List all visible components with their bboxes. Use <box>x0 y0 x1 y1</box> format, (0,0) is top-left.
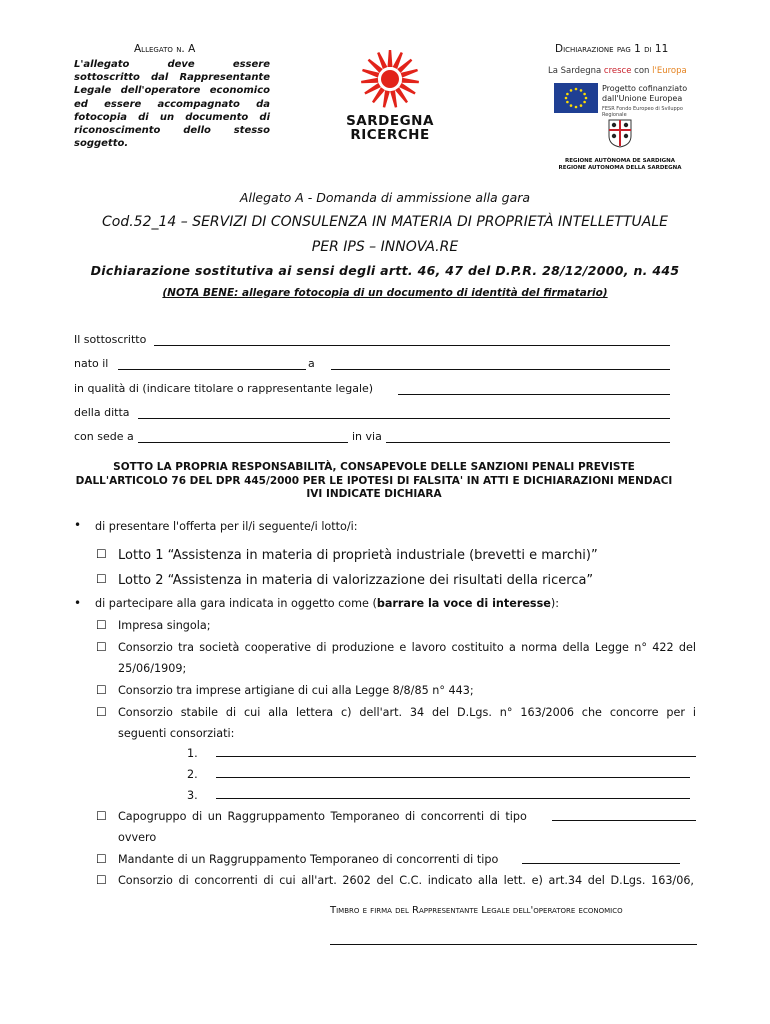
sun-logo-icon <box>340 48 440 110</box>
checkbox-consorzio-cooperative[interactable]: ☐ <box>96 640 107 654</box>
sede-row <box>74 430 674 446</box>
mandante-tipo-field[interactable] <box>522 851 680 864</box>
checkbox-consorzio-concorrenti[interactable]: ☐ <box>96 873 107 887</box>
checkbox-consorzio-artigiane[interactable]: ☐ <box>96 683 107 697</box>
sottoscritto-label: Il sottoscritto <box>74 333 147 346</box>
consorzio-stabile-text-cont: seguenti consorziati: <box>118 727 235 740</box>
checkbox-lotto-2[interactable]: ☐ <box>96 572 107 586</box>
logo-text-ricerche: RICERCHE <box>350 127 430 143</box>
checkbox-lotto-1[interactable]: ☐ <box>96 547 107 561</box>
consorzio-cooperative-text: Consorzio tra società cooperative di produzione e lavoro costituito a norma della Legge n° 422 del <box>118 641 696 654</box>
allegato-note: L'allegato deve essere sottoscritto dal Rappresentante Legale dell'operatore economico ed essere accompagnato da fotocopia di un documento di riconoscimento dello stesso soggetto. <box>74 59 270 150</box>
consorziato-field-1[interactable] <box>216 744 696 757</box>
capogruppo-tipo-field[interactable] <box>552 808 696 821</box>
regione-sardegna-logo <box>555 118 685 172</box>
logo-text-sardegna: SARDEGNA <box>346 113 434 129</box>
qualita-label: in qualità di (indicare titolare o rappresentante legale) <box>74 382 374 395</box>
checkbox-consorzio-stabile[interactable]: ☐ <box>96 705 107 719</box>
nato-il-field[interactable] <box>118 357 306 370</box>
consorziato-number-3: 3. <box>187 789 198 802</box>
ditta-label: della ditta <box>74 406 130 419</box>
consorzio-artigiane-text: Consorzio tra imprese artigiane di cui alla Legge 8/8/85 n° 443; <box>118 684 474 697</box>
qualita-field[interactable] <box>398 382 670 395</box>
eu-fesr-text: FESR Fondo Europeo di Sviluppo Regionale <box>602 106 683 118</box>
sardinia-crest-icon <box>607 118 633 148</box>
sottoscritto-field[interactable] <box>154 333 670 346</box>
sardegna-ricerche-logo <box>340 48 440 142</box>
ditta-row <box>74 406 674 422</box>
declaration-heading: SOTTO LA PROPRIA RESPONSABILITÀ, CONSAPEVOLE DELLE SANZIONI PENALI PREVISTE DALL'ARTICOLO 76 DEL DPR 445/2000 PER LE IPOTESI DI FALSITA' IN ATTI E DICHIARAZIONI MENDACI IVI INDICATE DICHIARA <box>75 461 673 500</box>
signature-field[interactable] <box>330 932 697 945</box>
consorziato-field-2[interactable] <box>216 765 690 778</box>
via-field[interactable] <box>386 430 670 443</box>
via-label: in via <box>352 430 382 443</box>
eu-text: Progetto cofinanziato dall'Unione Europea <box>602 84 688 103</box>
eu-flag-icon <box>554 83 598 113</box>
doc-title-dichiarazione: Dichiarazione sostitutiva ai sensi degli artt. 46, 47 del D.P.R. 28/12/2000, n. 445 <box>90 263 680 278</box>
ras-text-sardo: REGIONE AUTÒNOMA DE SARDIGNA <box>564 158 676 164</box>
doc-title-allegato: Allegato A - Domanda di ammissione alla gara <box>239 190 531 205</box>
sede-label: con sede a <box>74 430 134 443</box>
ovvero-text: ovvero <box>118 831 157 844</box>
mandante-text: Mandante di un Raggruppamento Temporaneo di concorrenti di tipo <box>118 853 499 866</box>
consorzio-concorrenti-text: Consorzio di concorrenti di cui all'art. 2602 del C.C. indicato alla lett. e) art.34 del D.Lgs. 163/06, <box>118 874 694 887</box>
page-info: Dichiarazione pag 1 di 11 <box>555 43 669 55</box>
qualita-row <box>74 382 674 398</box>
ras-text-italiano: REGIONE AUTONOMA DELLA SARDEGNA <box>558 165 682 171</box>
eu-cofinancing-logo <box>548 66 688 118</box>
bullet-icon: • <box>74 596 82 610</box>
partecipare-text: di partecipare alla gara indicata in oggetto come (barrare la voce di interesse): <box>95 597 559 610</box>
consorziato-number-2: 2. <box>187 768 198 781</box>
checkbox-impresa-singola[interactable]: ☐ <box>96 618 107 632</box>
eu-slogan: La Sardegna cresce con l'Europa <box>548 66 687 76</box>
impresa-singola-text: Impresa singola; <box>118 619 211 632</box>
bullet-icon: • <box>74 518 82 532</box>
nascita-row <box>74 357 674 373</box>
doc-title-nota-bene: (NOTA BENE: allegare fotocopia di un documento di identità del firmatario) <box>162 287 608 299</box>
doc-title-ips: PER IPS – INNOVA.RE <box>311 239 459 255</box>
allegato-label: Allegato n. A <box>134 43 196 55</box>
consorziato-number-1: 1. <box>187 747 198 760</box>
luogo-label: a <box>308 357 315 370</box>
consorzio-cooperative-text-cont: 25/06/1909; <box>118 662 187 675</box>
capogruppo-text: Capogruppo di un Raggruppamento Temporaneo di concorrenti di tipo <box>118 810 527 823</box>
luogo-nascita-field[interactable] <box>331 357 670 370</box>
lotto-1-text: Lotto 1 “Assistenza in materia di proprietà industriale (brevetti e marchi)” <box>118 548 598 563</box>
nato-il-label: nato il <box>74 357 109 370</box>
consorziato-field-3[interactable] <box>216 786 690 799</box>
consorzio-stabile-text: Consorzio stabile di cui alla lettera c) dell'art. 34 del D.Lgs. n° 163/2006 che concorre per i <box>118 706 696 719</box>
checkbox-capogruppo[interactable]: ☐ <box>96 809 107 823</box>
signature-label: Timbro e firma del Rappresentante Legale dell'operatore economico <box>330 905 623 916</box>
checkbox-mandante[interactable]: ☐ <box>96 852 107 866</box>
ditta-field[interactable] <box>138 406 670 419</box>
lotto-2-text: Lotto 2 “Assistenza in materia di valorizzazione dei risultati della ricerca” <box>118 573 594 588</box>
offerta-text: di presentare l'offerta per il/i seguente/i lotto/i: <box>95 520 358 533</box>
sottoscritto-row <box>74 333 674 349</box>
doc-title-cod: Cod.52_14 – SERVIZI DI CONSULENZA IN MATERIA DI PROPRIETÀ INTELLETTUALE <box>101 214 668 230</box>
sede-field[interactable] <box>138 430 348 443</box>
